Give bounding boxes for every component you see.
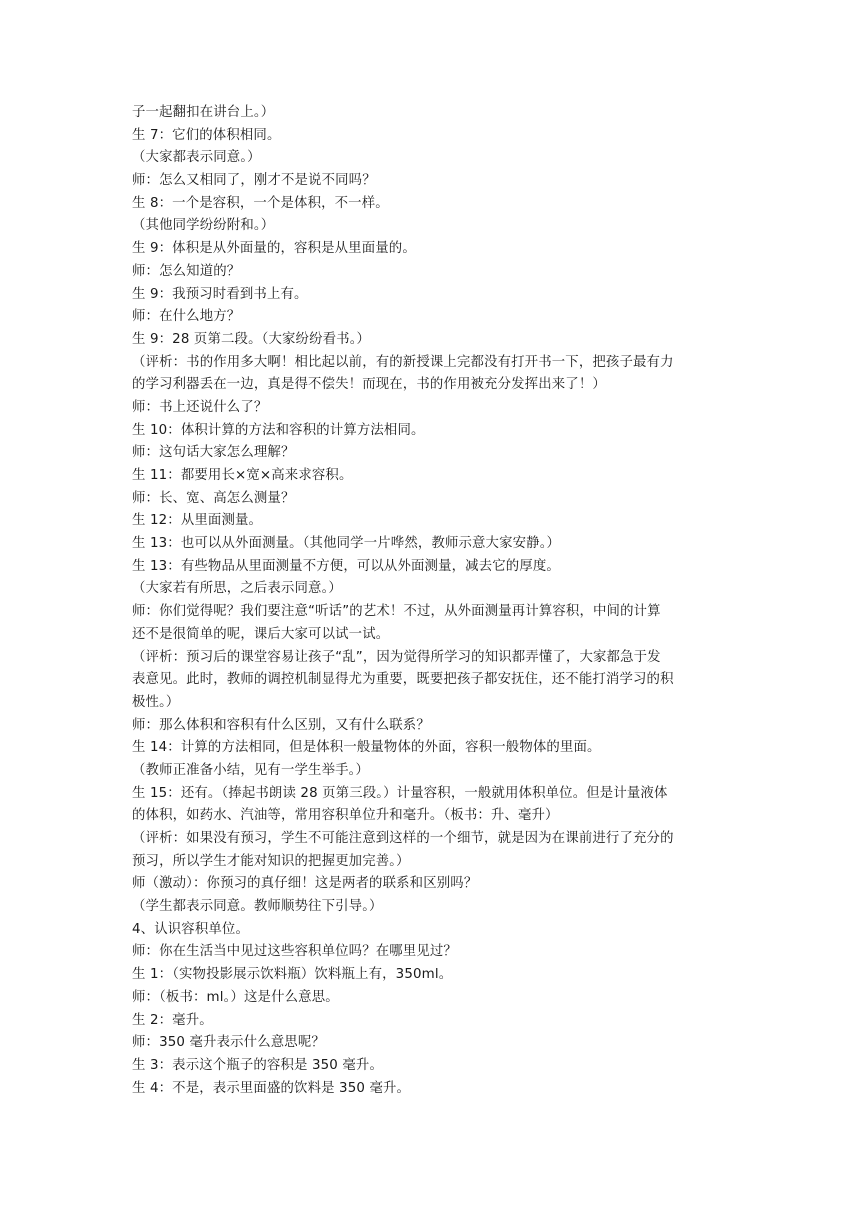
text-line: 师：你们觉得呢？我们要注意“听话”的艺术！不过，从外面测量再计算容积，中间的计算	[132, 604, 661, 620]
text-line: 师：350 毫升表示什么意思呢？	[132, 1035, 325, 1051]
text-line: （评析：如果没有预习，学生不可能注意到这样的一个细节，就是因为在课前进行了充分的	[132, 831, 674, 846]
text-line: （评析：预习后的课堂容易让孩子“乱”，因为觉得所学习的知识都弄懂了，大家都急于发	[132, 649, 661, 665]
text-line: 的体积，如药水、汽油等，常用容积单位升和毫升。（板书：升、毫升）	[132, 808, 559, 824]
text-line: （学生都表示同意。教师顺势往下引导。）	[132, 899, 383, 915]
text-line: 的学习利器丢在一边，真是得不偿失！而现在，书的作用被充分发挥出来了！）	[132, 377, 606, 393]
text-line: 生 9：28 页第二段。（大家纷纷看书。）	[132, 331, 371, 347]
text-line: （大家若有所思，之后表示同意。）	[132, 581, 342, 597]
text-line: 师：你在生活当中见过这些容积单位吗？在哪里见过？	[132, 944, 457, 960]
text-line: 极性。）	[132, 694, 180, 710]
text-line: 生 13：也可以从外面测量。（其他同学一片哗然，教师示意大家安静。）	[132, 536, 561, 552]
text-line: 师：怎么知道的？	[132, 263, 241, 279]
text-line: 表意见。此时，教师的调控机制显得尤为重要，既要把孩子都安抚住，还不能打消学习的积	[132, 672, 674, 688]
text-line: 生 2：毫升。	[132, 1012, 213, 1028]
text-line: 生 1：（实物投影展示饮料瓶）饮料瓶上有，350ml。	[132, 967, 453, 983]
text-line: 生 10：体积计算的方法和容积的计算方法相同。	[132, 422, 425, 438]
text-line: 师（激动）：你预习的真仔细！这是两者的联系和区别吗？	[132, 876, 478, 892]
document-body	[132, 102, 732, 1100]
text-line: 生 13：有些物品从里面测量不方便，可以从外面测量，减去它的厚度。	[132, 558, 560, 574]
text-line: 生 9：体积是从外面量的，容积是从里面量的。	[132, 241, 416, 257]
text-line: 师：在什么地方？	[132, 309, 241, 325]
text-line: 还不是很简单的呢，课后大家可以试一试。	[132, 626, 390, 642]
text-line: 师：书上还说什么了？	[132, 399, 268, 415]
text-line: 生 14：计算的方法相同，但是体积一般量物体的外面，容积一般物体的里面。	[132, 740, 601, 756]
text-line: 师：怎么又相同了，刚才不是说不同吗？	[132, 173, 376, 189]
text-line: 生 12：从里面测量。	[132, 513, 263, 529]
text-line: 预习，所以学生才能对知识的把握更加完善。）	[132, 853, 410, 869]
text-line: 生 7：它们的体积相同。	[132, 127, 281, 143]
text-line: 子一起翻扣在讲台上。）	[132, 105, 275, 120]
text-line: 4、认识容积单位。	[132, 921, 249, 937]
text-line: 生 3：表示这个瓶子的容积是 350 毫升。	[132, 1057, 384, 1073]
text-line: 生 9：我预习时看到书上有。	[132, 286, 308, 302]
text-line: 师：那么体积和容积有什么区别，又有什么联系？	[132, 717, 430, 733]
text-line: 生 8：一个是容积，一个是体积，不一样。	[132, 195, 389, 211]
text-line: （教师正准备小结，见有一学生举手。）	[132, 762, 370, 778]
text-line: 师：长、宽、高怎么测量？	[132, 490, 295, 506]
text-line: 生 4：不是，表示里面盛的饮料是 350 毫升。	[132, 1080, 411, 1096]
text-line: 师：（板书：ml。）这是什么意思。	[132, 989, 339, 1005]
text-line: 生 15：还有。（捧起书朗读 28 页第三段。）计量容积，一般就用体积单位。但是计量液体	[132, 785, 668, 801]
text-line: （大家都表示同意。）	[132, 150, 261, 166]
text-line: （评析：书的作用多大啊！相比起以前，有的新授课上完都没有打开书一下，把孩子最有力	[132, 354, 674, 370]
text-line: 生 11：都要用长×宽×高来求容积。	[132, 468, 353, 483]
text-line: （其他同学纷纷附和。）	[132, 218, 275, 234]
text-line: 师：这句话大家怎么理解？	[132, 445, 295, 461]
